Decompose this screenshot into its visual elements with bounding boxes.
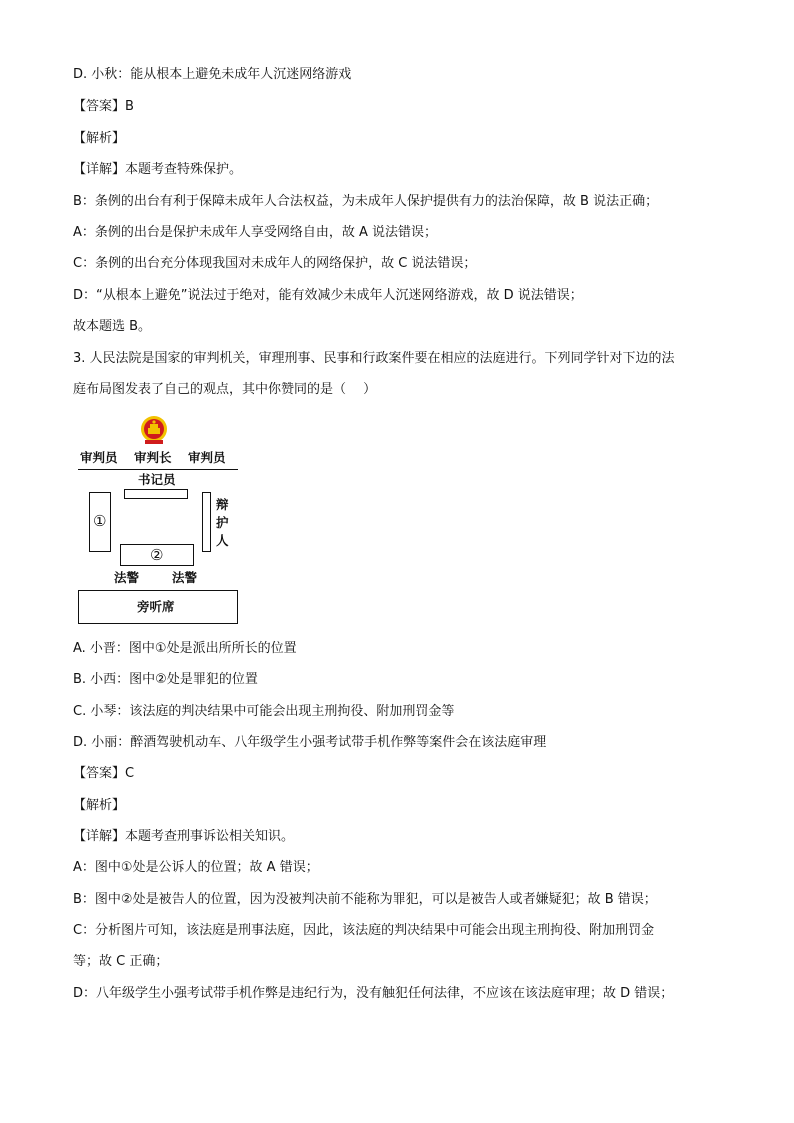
detail-b-2: B：图中②处是被告人的位置，因为没被判决前不能称为罪犯，可以是被告人或者嫌疑犯；故 B 错误； bbox=[73, 892, 657, 907]
gallery-label: 旁听席 bbox=[137, 599, 175, 614]
analysis-label: 【解析】 bbox=[73, 131, 126, 146]
detail-a: A：条例的出台是保护未成年人享受网络自由，故 A 说法错误； bbox=[73, 225, 438, 240]
bench-line bbox=[78, 469, 238, 470]
seat-2-desk bbox=[120, 544, 194, 566]
detail-intro-2: 【详解】本题考查刑事诉讼相关知识。 bbox=[73, 829, 295, 844]
conclusion: 故本题选 B。 bbox=[73, 319, 152, 334]
option-c: C. 小琴：该法庭的判决结果中可能会出现主刑拘役、附加刑罚金等 bbox=[73, 704, 455, 719]
analysis-label-2: 【解析】 bbox=[73, 798, 126, 813]
option-d-prev: D. 小秋：能从根本上避免未成年人沉迷网络游戏 bbox=[73, 67, 352, 82]
seat-1-desk bbox=[89, 492, 111, 552]
national-emblem-icon bbox=[139, 414, 169, 446]
defense-label: 辩护人 bbox=[216, 497, 229, 548]
question-3-line1: 3. 人民法院是国家的审判机关，审理刑事、民事和行政案件要在相应的法庭进行。下列同学针对下边的法 bbox=[73, 351, 675, 366]
detail-d-2: D：八年级学生小强考试带手机作弊是违纪行为，没有触犯任何法律，不应该在该法庭审理；故 D 错误； bbox=[73, 986, 674, 1001]
detail-c-2-line2: 等；故 C 正确； bbox=[73, 954, 169, 969]
defense-desk bbox=[202, 492, 211, 552]
judge-left-label: 审判员 bbox=[80, 450, 118, 465]
clerk-desk bbox=[124, 489, 188, 499]
answer-label: 【答案】B bbox=[73, 99, 134, 114]
detail-c-2-line1: C：分析图片可知，该法庭是刑事法庭，因此，该法庭的判决结果中可能会出现主刑拘役、附加刑罚金 bbox=[73, 923, 655, 938]
answer-label-2: 【答案】C bbox=[73, 766, 135, 781]
clerk-label: 书记员 bbox=[138, 472, 176, 487]
option-d: D. 小丽：醉酒驾驶机动车、八年级学生小强考试带手机作弊等案件会在该法庭审理 bbox=[73, 735, 547, 750]
chief-judge-label: 审判长 bbox=[134, 450, 172, 465]
question-3-line2: 庭布局图发表了自己的观点，其中你赞同的是（ ） bbox=[73, 382, 377, 397]
option-b: B. 小西：图中②处是罪犯的位置 bbox=[73, 672, 258, 687]
courtroom-diagram bbox=[76, 410, 246, 630]
seat-2-label: ② bbox=[150, 546, 164, 564]
detail-b: B：条例的出台有利于保障未成年人合法权益，为未成年人保护提供有力的法治保障，故 B 说法正确； bbox=[73, 194, 659, 209]
seat-1-label: ① bbox=[93, 512, 107, 530]
gallery-box bbox=[78, 590, 238, 624]
detail-c: C：条例的出台充分体现我国对未成年人的网络保护，故 C 说法错误； bbox=[73, 256, 477, 271]
bailiff-right-label: 法警 bbox=[172, 570, 198, 585]
bailiff-left-label: 法警 bbox=[114, 570, 140, 585]
detail-a-2: A：图中①处是公诉人的位置；故 A 错误； bbox=[73, 860, 319, 875]
detail-intro: 【详解】本题考查特殊保护。 bbox=[73, 162, 243, 177]
detail-d: D：“从根本上避免”说法过于绝对，能有效减少未成年人沉迷网络游戏，故 D 说法错误； bbox=[73, 288, 583, 303]
judge-right-label: 审判员 bbox=[188, 450, 226, 465]
option-a: A. 小晋：图中①处是派出所所长的位置 bbox=[73, 641, 297, 656]
